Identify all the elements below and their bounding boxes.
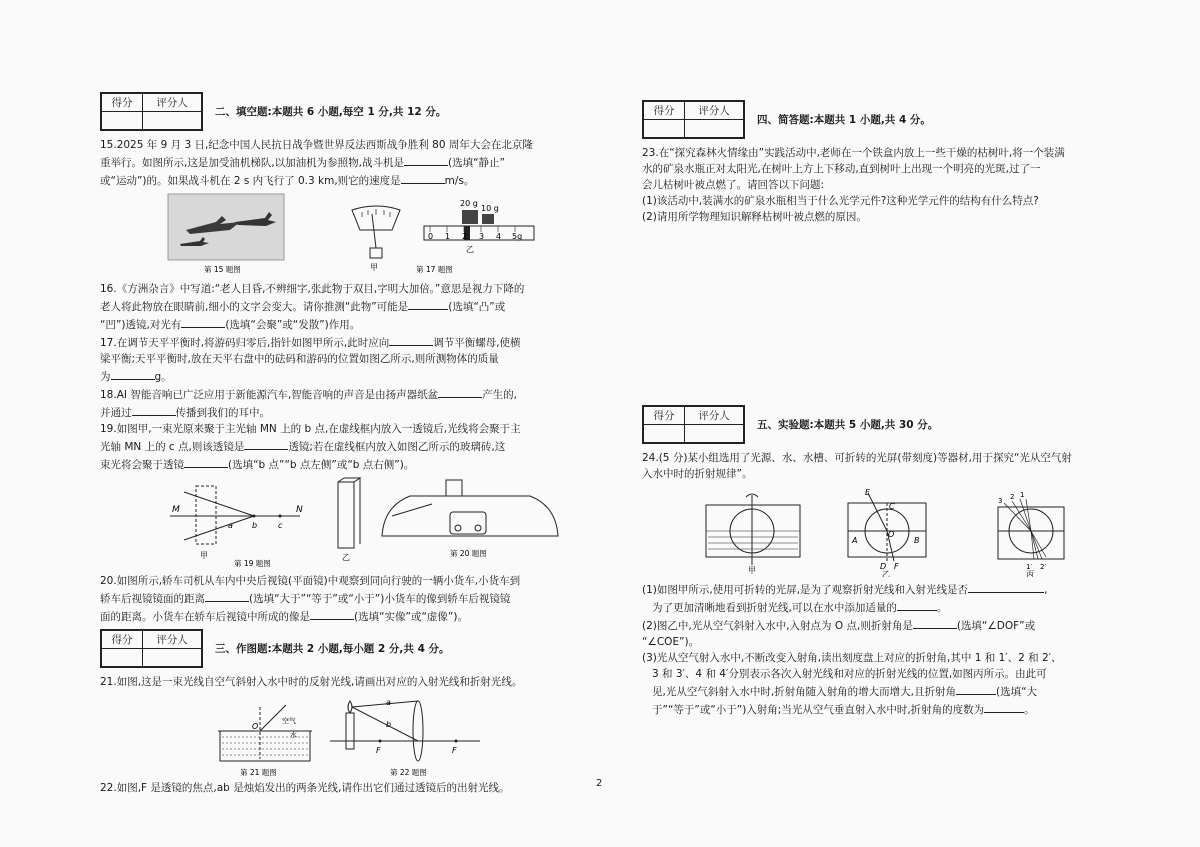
grader-cell-3 [143,649,202,667]
ray-bottom [184,516,254,540]
score-cell-5 [644,425,685,443]
candle [346,713,354,749]
figures-19-20 [100,476,600,570]
q24-p3-c: 见,光从空气斜射入水中时,折射角随入射角的增大而增大,且折射角 [652,686,957,698]
q18-blank-1[interactable] [438,385,482,398]
label-n: N [296,505,303,515]
ray-b [352,707,418,741]
score-cell-3 [102,649,143,667]
q15-line-e: m/s。 [444,175,475,187]
q24-p2-a: (2)图乙中,光从空气斜射入水中,入射点为 O 点,则折射角是 [642,620,913,632]
fig15-caption: 第 15 题图 [204,265,241,274]
q24-p1-d: 。 [936,602,948,614]
q15-line-a: 15.2025 年 9 月 3 日,纪念中国人民抗日战争暨世界反法西斯战争胜利 80 周年大会在北京隆 [100,139,533,151]
score-box-3 [100,629,203,668]
q24-p1-c: 为了更加清晰地看到折射光线,可以在水中添加适量的 [652,602,897,614]
q19-line-a: 19.如图甲,一束光原来聚于主光轴 MN 上的 b 点,在虚线框内放入一透镜后,光线将会聚于主 [100,423,521,435]
left-column [100,92,603,796]
label-bing: 丙 [1026,570,1034,577]
q19-blank-1[interactable] [244,437,288,450]
q19-line-d: 束光将会聚于透镜 [100,459,184,471]
q16-line-c: (选填“凸”或 [448,301,506,313]
label-f-left: F [376,746,381,755]
q24-blank-2[interactable] [897,598,937,611]
beam-ticks [430,226,515,232]
label-c-24: C [889,502,895,511]
label-10g: 10 g [481,204,499,213]
q17-line-b: 调节平衡螺母,使横 [433,337,521,349]
point-c [279,515,282,518]
label-o-24: O [888,530,895,539]
tank-jia-water [706,531,800,549]
q24-p3-a: (3)光从空气射入水中,不断改变入射角,读出刻度盘上对应的折射角,其中 1 和 1′、2 和 2′、 [642,652,1062,664]
score-cell [102,112,143,130]
glass-brick [338,482,354,548]
q18-line-b: 产生的, [482,389,517,401]
figure-row-24 [642,485,1122,577]
fig17-caption: 第 17 题图 [416,265,453,274]
section-4-title: 四、简答题:本题共 1 小题,共 4 分。 [757,113,931,126]
label-a: a [228,521,233,530]
question-20 [100,573,600,625]
q16-line-d: “凹”)透镜,对光有 [100,319,182,331]
q17-line-d: 为 [100,371,111,383]
truck-wheel-right [475,525,481,531]
q18-line-d: 传播到我们的耳中。 [175,407,270,419]
figure-row-15-17 [100,192,600,278]
q15-line-c: (选填“静止” [448,157,505,169]
fig19-caption: 第 19 题图 [234,559,271,568]
grader-cell-4 [685,120,744,138]
label-air: 空气 [282,717,296,725]
truck-icon [450,512,486,534]
q24-blank-4[interactable] [956,682,996,695]
label-c: c [278,521,283,530]
figure-row-21-22 [100,693,600,777]
fig20-caption: 第 20 题图 [450,549,487,558]
grader-cell-5 [685,425,744,443]
truck-wheel-left [455,525,461,531]
question-19 [100,421,600,473]
q16-blank-1[interactable] [408,297,448,310]
question-23 [642,145,1122,225]
q23-line-d: (1)该活动中,装满水的矿泉水瓶相当于什么光学元件?这种光学元件的结构有什么特点? [642,195,1039,207]
label-f-right: F [452,746,457,755]
grader-label-4: 评分人 [685,102,744,120]
label-m: M [172,505,180,515]
score-label-4: 得分 [644,102,685,120]
q15-blank-2[interactable] [401,171,445,184]
grader-cell [143,112,202,130]
q24-line-a: 24.(5 分)某小组选用了光源、水、水槽、可折转的光屏(带刻度)等器材,用于探究“光从空气射 [642,452,1072,464]
q16-blank-2[interactable] [181,315,225,328]
weight-20g [462,210,478,224]
q24-p2-c: “∠COE”)。 [642,636,700,648]
label-e: E [865,488,871,497]
figures-21-22 [100,693,600,777]
q17-line-e: g。 [154,371,172,383]
wiper-line [392,504,432,516]
scale-tick-1: 1 [445,232,451,241]
grader-label-5: 评分人 [685,407,744,425]
section-5-header [642,405,1122,444]
answer-space[interactable] [642,225,1122,405]
fig21-caption: 第 21 题图 [240,768,277,777]
q17-line-a: 17.在调节天平平衡时,将游码归零后,指针如图甲所示,此时应向 [100,337,390,349]
question-22: 22.如图,F 是透镜的焦点,ab 是烛焰发出的两条光线,请作出它们通过透镜后的出射光线。 [100,782,510,794]
ray-top [184,492,254,516]
grader-label-3: 评分人 [143,631,202,649]
q19-line-e: (选填“b 点”“b 点左侧”或“b 点右侧”)。 [228,459,415,471]
q24-p1-b: , [1044,584,1048,596]
label-3: 3 [998,497,1003,505]
section-2-title: 二、填空题:本题共 6 小题,每空 1 分,共 12 分。 [215,105,447,118]
section-2-header [100,92,600,131]
q23-line-b: 水的矿泉水瓶正对太阳光,在树叶上方上下移动,直到树叶上出现一个明亮的光斑,过了一 [642,163,1041,175]
grader-label: 评分人 [143,94,202,112]
water-hatching [222,737,308,755]
glass-brick-top [338,478,360,482]
label-jia: 甲 [370,263,378,272]
pointer-base [370,248,382,258]
section-4-header [642,100,1122,139]
q20-blank-2[interactable] [310,607,354,620]
q24-blank-3[interactable] [913,616,957,629]
q19-blank-2[interactable] [184,455,228,468]
figure-row-19-20 [100,476,600,570]
label-b-22: b [386,720,392,729]
q18-line-a: 18.AI 智能音响已广泛应用于新能源汽车,智能音响的声音是由扬声器纸盆 [100,389,439,401]
label-f-24: F [894,562,899,571]
label-water: 水 [290,731,297,739]
car-windshield [382,496,558,536]
question-24-intro [642,450,1122,482]
score-box-4 [642,100,745,139]
q15-line-b: 重举行。如图所示,这是加受油机梯队,以加油机为参照物,战斗机是 [100,157,405,169]
figures-24 [642,485,1122,577]
q16-line-e: (选填“会聚”或“发散”)作用。 [225,319,361,331]
score-label: 得分 [102,94,143,112]
q24-p3-f: 。 [1024,704,1035,716]
focus-right [455,740,458,743]
label-1: 1 [1020,491,1025,499]
dial-ticks [362,209,390,217]
convex-lens [413,701,423,761]
mirror-mount [446,480,462,496]
q17-blank-1[interactable] [389,333,433,346]
q24-line-b: 入水中时的折射规律”。 [642,468,753,480]
q19-line-b: 光轴 MN 上的 c 点,则该透镜是 [100,441,245,453]
q24-p3-b: 3 和 3′、4 和 4′分别表示各次入射光线和对应的折射光线的位置,如图丙所示。由此可 [652,668,1047,680]
label-d: D [880,562,887,571]
scale-tick-5: 5g [512,232,523,241]
q23-line-e: (2)请用所学物理知识解释枯树叶被点燃的原因。 [642,211,867,223]
ray-a [352,701,418,707]
q24-p3-d: (选填“大 [996,686,1038,698]
q23-line-c: 会儿枯树叶被点燃了。请回答以下问题: [642,179,825,191]
label-b-24: B [914,536,920,545]
section-3-title: 三、作图题:本题共 2 小题,每小题 2 分,共 4 分。 [215,642,450,655]
q24-p3-e: 于”“等于”或“小于”)入射角;当光从空气垂直射入水中时,折射角的度数为 [652,704,985,716]
label-2: 2 [1010,493,1015,501]
q20-line-a: 20.如图所示,轿车司机从车内中央后视镜(平面镜)中观察到同向行驶的一辆小货车,小货车到 [100,575,521,587]
label-o-21: O [252,722,259,731]
score-cell-4 [644,120,685,138]
label-yi-19: 乙 [342,553,350,562]
section-5-title: 五、实验题:本题共 5 小题,共 30 分。 [757,418,939,431]
label-jia-24: 甲 [748,566,756,575]
label-b: b [252,521,258,530]
q16-line-b: 老人将此物放在眼睛前,细小的文字会变大。请你推测“此物”可能是 [100,301,409,313]
q18-blank-2[interactable] [132,403,176,416]
right-column [642,100,1122,718]
scale-tick-3: 3 [479,232,485,241]
q20-line-e: (选填“实像”或“虚像”)。 [354,611,468,623]
label-2-prime: 2′ [1040,563,1047,571]
score-box [100,92,203,131]
q16-line-a: 16.《方洲杂言》中写道:“老人目昏,不辨细字,张此物于双目,字明大加倍。”意思是视力下降的 [100,283,525,295]
incident-ray-yi [868,493,887,531]
question-17 [100,333,600,385]
q19-line-c: 透镜;若在虚线框内放入如图乙所示的玻璃砖,这 [288,441,506,453]
q15-blank-1[interactable] [404,153,448,166]
label-yi-24: 乙 [882,570,890,577]
balance-pointer [372,214,376,248]
scale-tick-2: 2 [462,232,468,241]
question-21: 21.如图,这是一束光线自空气斜射入水中时的反射光线,请画出对应的入射光线和折射光线。 [100,676,523,688]
focus-left [379,740,382,743]
q15-line-d: 或“运动”)的。如果战斗机在 2 s 内飞行了 0.3 km,则它的速度是 [100,175,401,187]
score-label-5: 得分 [644,407,685,425]
q20-blank-1[interactable] [205,589,249,602]
point-b [253,515,256,518]
refraction-rays-bing [1004,499,1046,559]
label-20g: 20 g [460,199,478,208]
q17-blank-2[interactable] [111,367,155,380]
q24-blank-5[interactable] [984,700,1024,713]
weight-10g [482,214,494,224]
question-18 [100,385,600,421]
label-a-22: a [386,698,391,707]
q24-blank-1[interactable] [968,580,1044,593]
scale-tick-0: 0 [428,232,434,241]
label-a-24: A [852,536,858,545]
q20-line-b: 轿车后视镜镜面的距离 [100,593,205,605]
question-15 [100,137,600,189]
question-16 [100,281,600,333]
q24-p1-a: (1)如图甲所示,使用可折转的光屏,是为了观察折射光线和入射光线是否 [642,584,969,596]
q18-line-c: 并通过 [100,407,132,419]
question-24-parts [642,580,1122,718]
fig22-caption: 第 22 题图 [390,768,427,777]
label-1-prime: 1′ [1026,563,1033,571]
label-jia-19: 甲 [200,551,208,560]
label-yi: 乙 [466,245,474,254]
flame-icon [348,701,352,713]
q20-line-c: (选填“大于”“等于”或“小于”)小货车的像到轿车后视镜镜 [249,593,511,605]
scale-tick-4: 4 [496,232,502,241]
q17-line-c: 梁平衡;天平平衡时,放在天平右盘中的砝码和游码的位置如图乙所示,则所测物体的质量 [100,353,499,365]
q23-line-a: 23.在“探究森林火情缘由”实践活动中,老师在一个铁盒内放上一些干燥的枯树叶,将一个装满 [642,147,1065,159]
section-3-header [100,629,600,668]
score-box-5 [642,405,745,444]
figures-15-17 [100,192,600,278]
score-label-3: 得分 [102,631,143,649]
q24-p2-b: (选填“∠DOF”或 [956,620,1036,632]
page-number: 2 [596,778,603,789]
q20-line-d: 面的距离。小货车在轿车后视镜中所成的像是 [100,611,310,623]
